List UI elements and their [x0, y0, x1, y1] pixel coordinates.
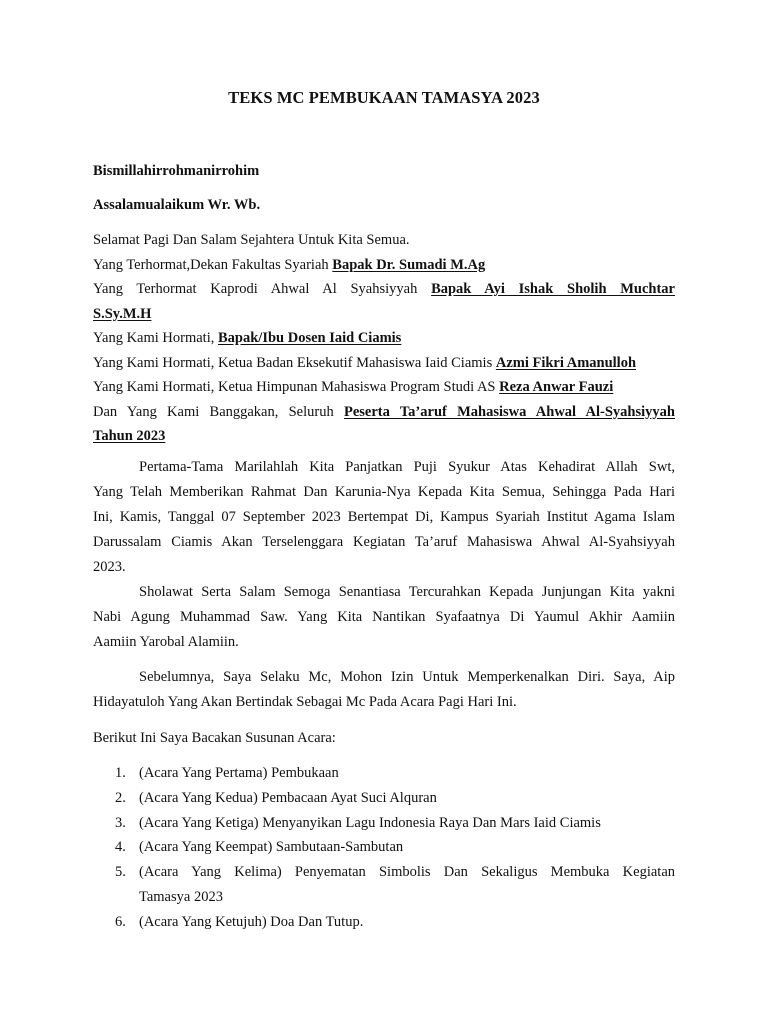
- greeting-line: Selamat Pagi Dan Salam Sejahtera Untuk Kita Semua.: [93, 232, 410, 248]
- agenda-intro: Berikut Ini Saya Bacakan Susunan Acara:: [93, 730, 336, 746]
- honoree-name-cont: Tahun 2023: [93, 428, 166, 444]
- greeting-line: Dan Yang Kami Banggakan, Seluruh Peserta Ta’aruf Mahasiswa Ahwal Al-Syahsiyyah: [93, 403, 675, 420]
- agenda-list: [93, 761, 675, 935]
- honoree-name: Bapak/Ibu Dosen Iaid Ciamis: [218, 330, 402, 346]
- opening-salam: Assalamualaikum Wr. Wb.: [93, 197, 261, 213]
- greeting-line: Yang Kami Hormati, Ketua Badan Eksekutif Mahasiswa Iaid Ciamis Azmi Fikri Amanulloh: [93, 354, 637, 371]
- greeting-line: Yang Terhormat,Dekan Fakultas Syariah Bapak Dr. Sumadi M.Ag: [93, 256, 486, 273]
- honoree-name-cont: S.Sy.M.H: [93, 305, 152, 322]
- honoree-name: Peserta Ta’aruf Mahasiswa Ahwal Al-Syahsiyyah: [343, 403, 675, 420]
- opening-basmalah: Bismillahirrohmanirrohim: [93, 163, 260, 179]
- list-item: 3. (Acara Yang Ketiga) Menyanyikan Lagu Indonesia Raya Dan Mars Iaid Ciamis: [115, 814, 601, 831]
- greeting-line: Yang Kami Hormati, Ketua Himpunan Mahasiswa Program Studi AS Reza Anwar Fauzi: [93, 379, 614, 395]
- list-item: 6. (Acara Yang Ketujuh) Doa Dan Tutup.: [115, 913, 364, 930]
- honoree-name: Bapak Dr. Sumadi M.Ag: [332, 256, 486, 273]
- greetings-block: [93, 228, 675, 449]
- paragraph-sholawat: Sholawat Serta Salam Semoga Senantiasa Tercurahkan Kepada Junjungan Kita yakni Nabi Agung Muhammad Saw. Yang Kita Nantikan Syafaatnya Di Yaumul Akhir Aamiin Aamiin Yarobal Alamiin.: [93, 584, 675, 650]
- greeting-line-cont: [93, 424, 675, 449]
- honoree-name: Bapak Ayi Ishak Sholih Muchtar: [431, 281, 675, 297]
- greeting-line-cont: [93, 302, 675, 327]
- honoree-name: Azmi Fikri Amanulloh: [495, 354, 637, 371]
- greeting-line: Yang Terhormat Kaprodi Ahwal Al Syahsiyyah Bapak Ayi Ishak Sholih Muchtar: [93, 281, 675, 297]
- paragraph-introduction: Sebelumnya, Saya Selaku Mc, Mohon Izin Untuk Memperkenalkan Diri. Saya, Aip Hidayatuloh Yang Akan Bertindak Sebagai Mc Pada Acara Pagi Hari Ini.: [93, 669, 675, 710]
- honoree-name: Reza Anwar Fauzi: [499, 379, 614, 395]
- paragraph-gratitude: Pertama-Tama Marilahlah Kita Panjatkan Puji Syukur Atas Kehadirat Allah Swt, Yang Telah Memberikan Rahmat Dan Karunia-Nya Kepada Kita Semua, Sehingga Pada Hari Ini, Kamis, Tanggal 07 September 2023 Bertempat Di, Kampus Syariah Institut Agama Islam Darussalam Ciamis Akan Terselenggara Kegiatan Ta’aruf Mahasiswa Ahwal Al-Syahsiyyah 2023.: [93, 459, 675, 575]
- list-item: 5. (Acara Yang Kelima) Penyematan Simbolis Dan Sekaligus Membuka Kegiatan Tamasya 2023: [115, 864, 675, 905]
- list-item: 2. (Acara Yang Kedua) Pembacaan Ayat Suci Alquran: [115, 789, 437, 806]
- list-item: 1. (Acara Yang Pertama) Pembukaan: [115, 765, 339, 781]
- greeting-line: Yang Kami Hormati, Bapak/Ibu Dosen Iaid Ciamis: [93, 330, 402, 346]
- list-item: 4. (Acara Yang Keempat) Sambutaan-Sambutan: [115, 839, 404, 856]
- document-title: TEKS MC PEMBUKAAN TAMASYA 2023: [228, 88, 540, 107]
